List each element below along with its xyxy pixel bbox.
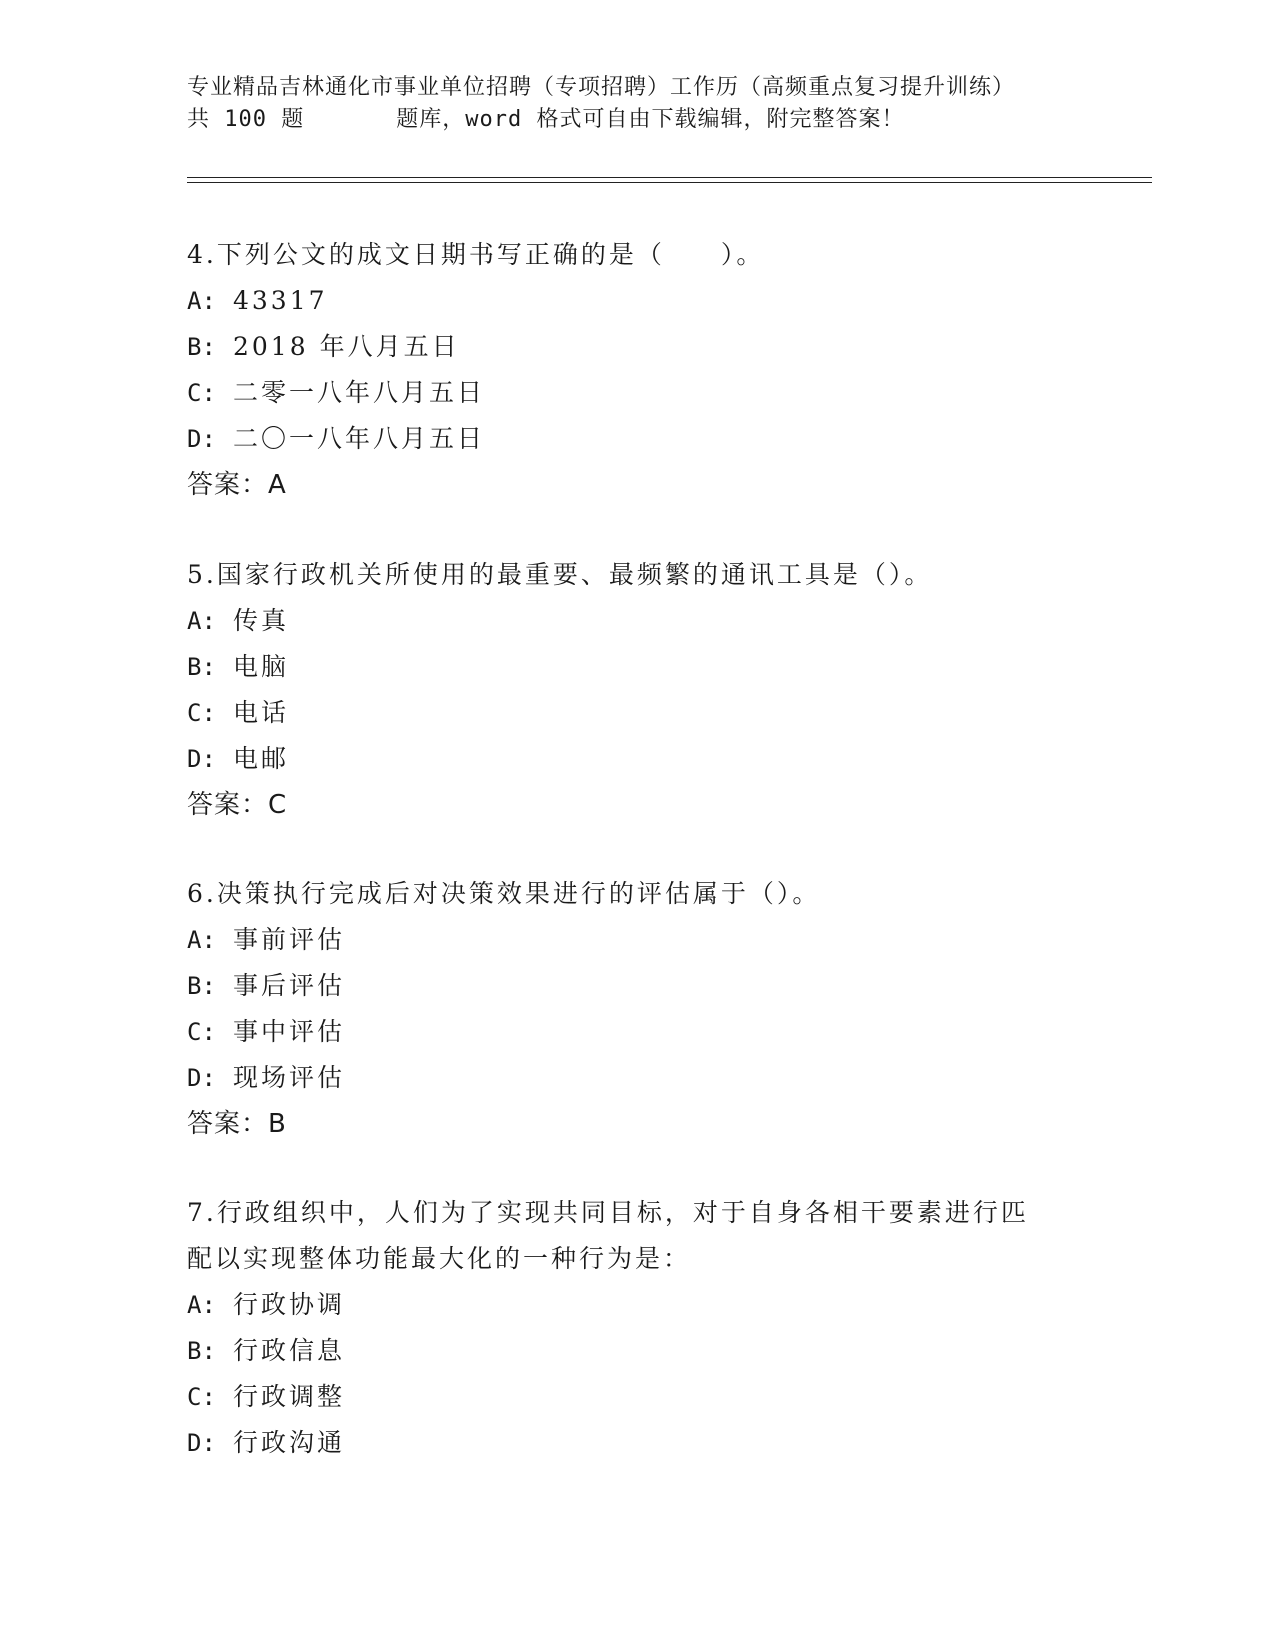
option-text: 事中评估	[233, 1017, 346, 1046]
question-block	[187, 871, 1087, 1147]
option-text: 电脑	[233, 652, 290, 681]
option-a	[187, 917, 1087, 963]
option-text: 行政调整	[233, 1382, 346, 1411]
option-a	[187, 278, 1087, 324]
option-d	[187, 736, 1087, 782]
option-key: D:	[187, 1064, 216, 1092]
option-d	[187, 416, 1087, 462]
header-divider-bottom	[187, 182, 1152, 183]
question-block	[187, 552, 1087, 828]
answer-line: 答案：A	[187, 470, 287, 500]
header-question-count: 共 100 题	[187, 107, 305, 132]
option-text: 二零一八年八月五日	[233, 378, 486, 407]
option-text: 行政沟通	[233, 1428, 346, 1457]
option-key: A:	[187, 607, 216, 635]
option-text: 2018 年八月五日	[233, 332, 460, 361]
option-key: B:	[187, 333, 216, 361]
option-c	[187, 370, 1087, 416]
option-b	[187, 963, 1087, 1009]
option-text: 传真	[233, 606, 290, 635]
option-key: B:	[187, 972, 216, 1000]
option-b	[187, 324, 1087, 370]
option-text: 43317	[233, 286, 328, 315]
option-a	[187, 1282, 1087, 1328]
option-c	[187, 690, 1087, 736]
option-c	[187, 1009, 1087, 1055]
answer-line: 答案：C	[187, 790, 288, 820]
option-key: C:	[187, 699, 216, 727]
option-text: 二〇一八年八月五日	[233, 424, 486, 453]
option-key: D:	[187, 1429, 216, 1457]
option-key: A:	[187, 1291, 216, 1319]
option-b	[187, 644, 1087, 690]
option-key: C:	[187, 1383, 216, 1411]
option-a	[187, 598, 1087, 644]
option-key: A:	[187, 287, 216, 315]
question-block	[187, 1190, 1087, 1466]
question-stem: 6.决策执行完成后对决策效果进行的评估属于（）。	[187, 879, 821, 908]
option-text: 现场评估	[233, 1063, 346, 1092]
option-text: 事后评估	[233, 971, 346, 1000]
option-text: 电邮	[233, 744, 290, 773]
option-text: 行政信息	[233, 1336, 346, 1365]
option-d	[187, 1420, 1087, 1466]
answer-line: 答案：B	[187, 1109, 287, 1139]
question-stem: 5.国家行政机关所使用的最重要、最频繁的通讯工具是（）。	[187, 560, 933, 589]
option-key: B:	[187, 653, 216, 681]
option-b	[187, 1328, 1087, 1374]
question-block	[187, 232, 1087, 508]
option-key: A:	[187, 926, 216, 954]
document-header	[187, 72, 1087, 136]
header-subtitle-line	[187, 104, 1087, 136]
option-key: D:	[187, 745, 216, 773]
option-key: C:	[187, 379, 216, 407]
header-description: 题库，word 格式可自由下载编辑，附完整答案！	[396, 107, 905, 132]
option-d	[187, 1055, 1087, 1101]
option-text: 事前评估	[233, 925, 346, 954]
question-stem: 7.行政组织中，人们为了实现共同目标，对于自身各相干要素进行匹 配以实现整体功能最大化的一种行为是：	[187, 1198, 1029, 1273]
header-title-line: 专业精品吉林通化市事业单位招聘（专项招聘）工作历（高频重点复习提升训练）	[187, 75, 1016, 100]
option-key: C:	[187, 1018, 216, 1046]
option-text: 行政协调	[233, 1290, 346, 1319]
option-c	[187, 1374, 1087, 1420]
option-key: B:	[187, 1337, 216, 1365]
option-text: 电话	[233, 698, 290, 727]
option-key: D:	[187, 425, 216, 453]
question-stem: 4.下列公文的成文日期书写正确的是（ ）。	[187, 240, 765, 269]
header-divider-top	[187, 177, 1152, 178]
